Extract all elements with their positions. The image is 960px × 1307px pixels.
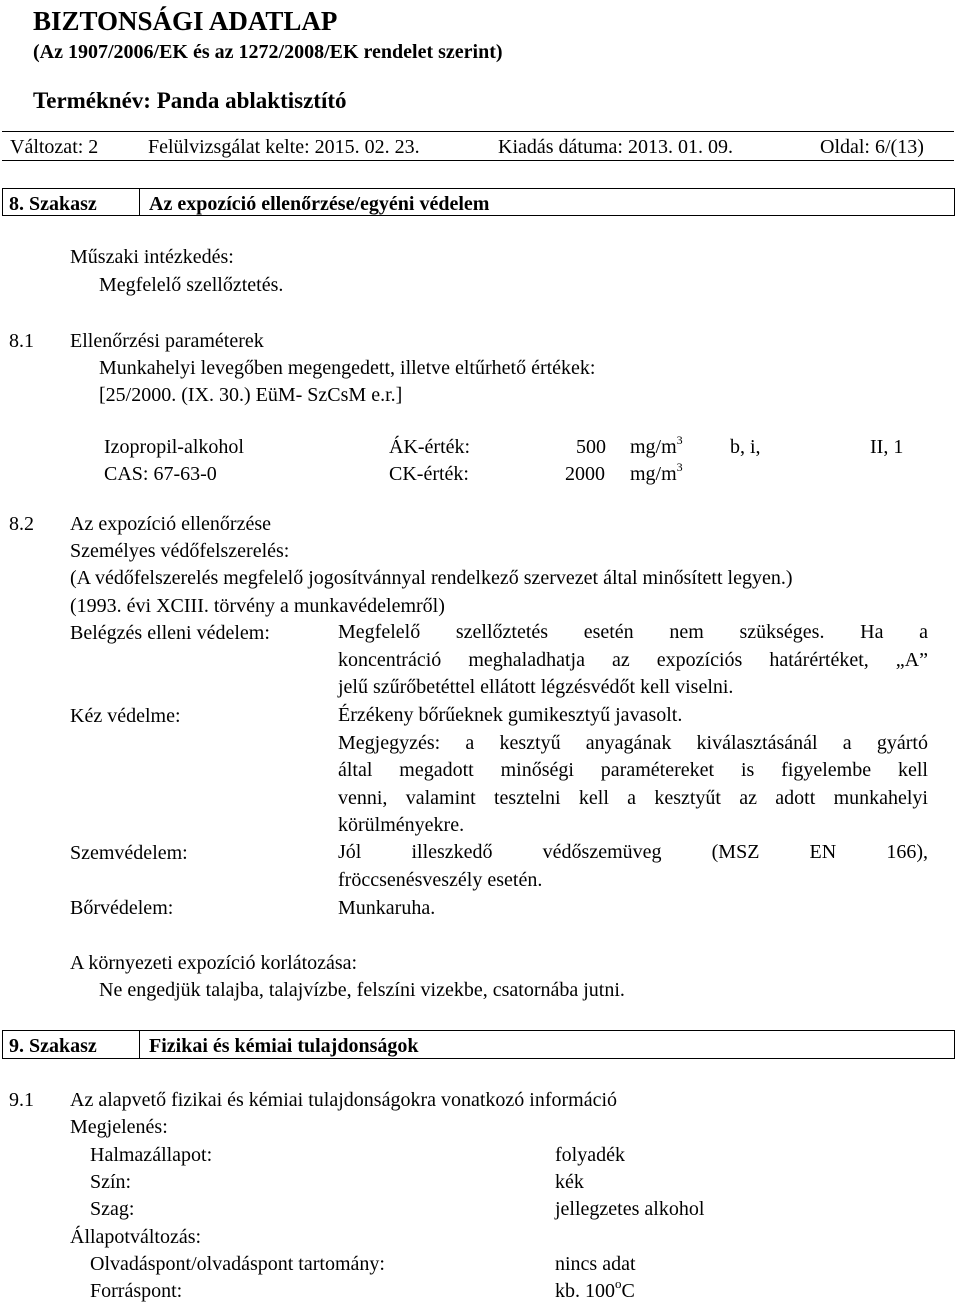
eye-label: Szemvédelem:: [70, 842, 188, 864]
melting-point-label: Olvadáspont/olvadáspont tartomány:: [90, 1253, 385, 1275]
subsection-8-2-number: 8.2: [9, 513, 34, 535]
document-title: BIZTONSÁGI ADATLAP: [33, 6, 338, 36]
subsection-8-1-title: Ellenőrzési paraméterek: [70, 330, 264, 352]
respiratory-label: Belégzés elleni védelem:: [70, 622, 270, 644]
document-subtitle: (Az 1907/2006/EK és az 1272/2008/EK rendelet szerint): [33, 41, 503, 63]
technical-value: Megfelelő szellőztetés.: [99, 274, 284, 296]
color-label: Szín:: [90, 1171, 132, 1193]
environment-label: A környezeti expozíció korlátozása:: [70, 952, 358, 974]
limit-notes: b, i,: [730, 436, 761, 458]
color-value: kék: [555, 1171, 584, 1193]
product-name: Terméknév: Panda ablaktisztító: [33, 88, 347, 113]
skin-label: Bőrvédelem:: [70, 897, 174, 919]
version: Változat: 2: [10, 136, 99, 158]
issue-date: Kiadás dátuma: 2013. 01. 09.: [498, 136, 733, 158]
section-9-title: Fizikai és kémiai tulajdonságok: [149, 1035, 419, 1057]
phase-change-label: Állapotváltozás:: [70, 1226, 202, 1248]
skin-value: Munkaruha.: [338, 897, 436, 919]
page-number: Oldal: 6/(13): [820, 136, 924, 158]
hand-text: Érzékeny bőrűeknek gumikesztyű javasolt. Megjegyzés: a kesztyű anyagának kiválasztásánál a gyártó által megadott minőségi paramétereket is figyelembe kell venni, valamint tesztelni kell a kesztyűt az adott munkahelyi körülményekre.: [338, 704, 928, 836]
subsection-9-1-number: 9.1: [9, 1089, 34, 1111]
state-label: Halmazállapot:: [90, 1144, 213, 1166]
ck-value: 2000: [565, 463, 605, 485]
ppe-note-2: (1993. évi XCIII. törvény a munkavédelemről): [70, 595, 445, 617]
ak-value: 500: [576, 436, 606, 458]
section-9-header: [2, 1030, 955, 1059]
section-divider: [139, 189, 140, 215]
ak-label: ÁK-érték:: [389, 436, 471, 458]
revision-date: Felülvizsgálat kelte: 2015. 02. 23.: [148, 136, 420, 158]
ppe-label: Személyes védőfelszerelés:: [70, 540, 290, 562]
ck-label: CK-érték:: [389, 463, 469, 485]
section-8-number: 8. Szakasz: [9, 193, 97, 215]
limit-category: II, 1: [870, 436, 904, 458]
section-9-number: 9. Szakasz: [9, 1035, 97, 1057]
odor-value: jellegzetes alkohol: [555, 1198, 705, 1220]
melting-point-value: nincs adat: [555, 1253, 636, 1275]
eye-text: Jól illeszkedő védőszemüveg (MSZ EN 166), fröccsenésveszély esetén.: [338, 841, 928, 891]
ppe-note-1: (A védőfelszerelés megfelelő jogosítvánnyal rendelkező szervezet által minősített legyen.): [70, 567, 793, 589]
ck-unit: $mg/m^3$: [630, 460, 683, 485]
environment-value: Ne engedjük talajba, talajvízbe, felszíni vizekbe, csatornába jutni.: [99, 979, 625, 1001]
subsection-8-1-number: 8.1: [9, 330, 34, 352]
substance-name: Izopropil-alkohol: [104, 436, 244, 458]
section-8-header: [2, 188, 955, 216]
state-value: folyadék: [555, 1144, 625, 1166]
section-8-title: Az expozíció ellenőrzése/egyéni védelem: [149, 193, 490, 215]
limits-regulation: [25/2000. (IX. 30.) EüM- SzCsM e.r.]: [99, 384, 403, 406]
limits-intro: Munkahelyi levegőben megengedett, illetve eltűrhető értékek:: [99, 357, 596, 379]
cas-number: CAS: 67-63-0: [104, 463, 217, 485]
subsection-8-2-title: Az expozíció ellenőrzése: [70, 513, 272, 535]
section-divider: [139, 1031, 140, 1058]
subsection-9-1-title: Az alapvető fizikai és kémiai tulajdonságokra vonatkozó információ: [70, 1089, 618, 1111]
meta-bar: [2, 131, 954, 161]
boiling-point-value: kb. 100$^o$C: [555, 1276, 635, 1302]
ak-unit: $mg/m^3$: [630, 433, 683, 458]
appearance-label: Megjelenés:: [70, 1116, 168, 1138]
hand-label: Kéz védelme:: [70, 705, 181, 727]
boiling-point-label: Forráspont:: [90, 1280, 183, 1302]
respiratory-text: Megfelelő szellőztetés esetén nem szükséges. Ha a koncentráció meghaladhatja az expozíciós határértéket, „A” jelű szűrőbetéttel ellátott légzésvédőt kell viselni.: [338, 621, 928, 698]
odor-label: Szag:: [90, 1198, 135, 1220]
technical-label: Műszaki intézkedés:: [70, 246, 234, 268]
